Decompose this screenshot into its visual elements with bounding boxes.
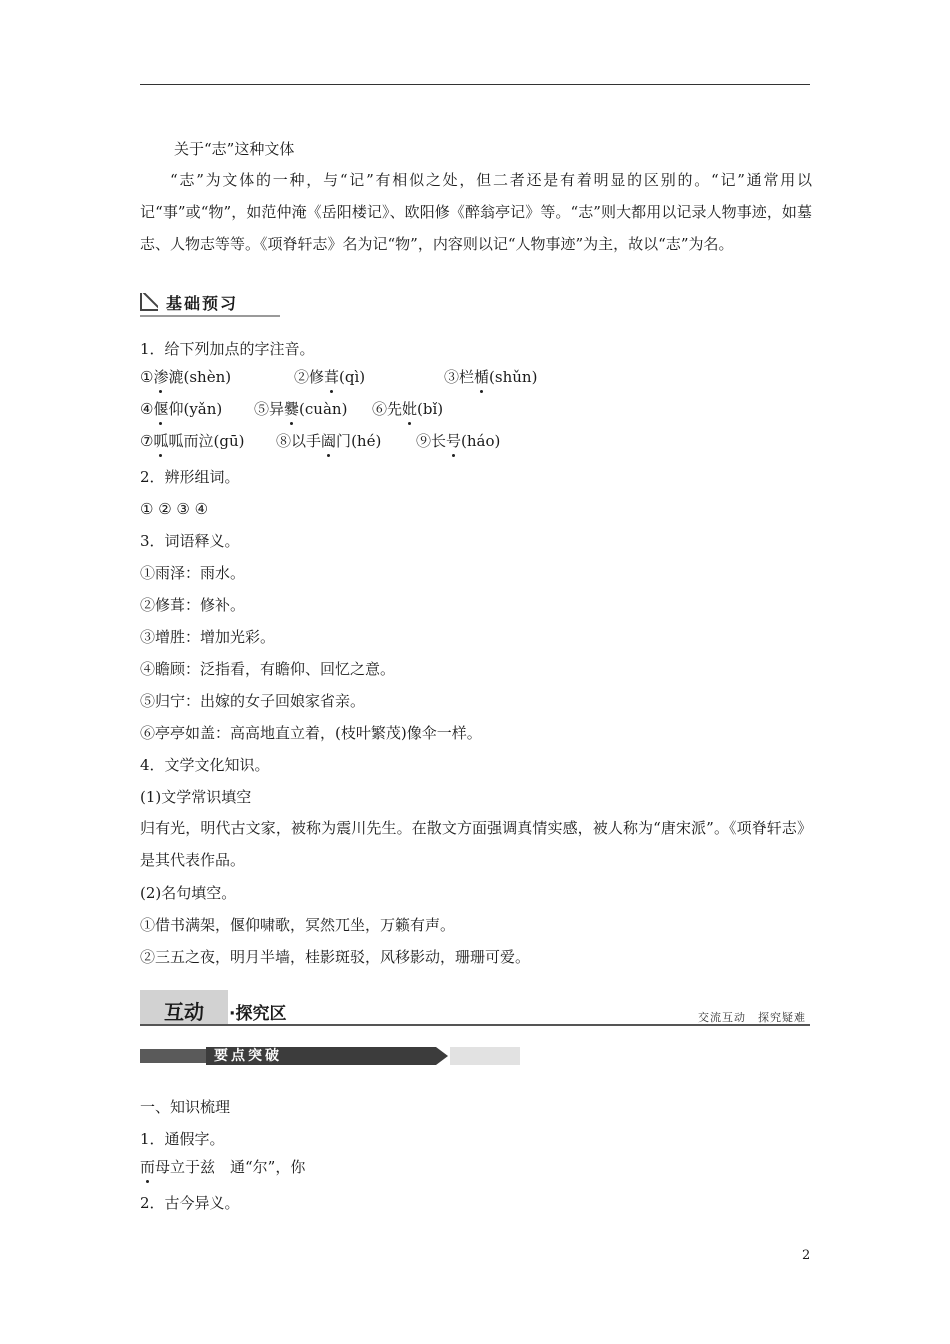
pinyin-item-pre: 先 [387,400,403,418]
pinyin-item-num: ④ [140,400,154,418]
q2-title: 2．辨形组词。 [140,468,240,486]
keypoint-banner [140,1047,520,1065]
famous-line: ①借书满架，偃仰啸歌，冥然兀坐，万籁有声。 [140,916,456,934]
pinyin-item-pin: (cuàn) [299,400,348,418]
dotted-char: 号 [446,432,462,450]
q2-line: ① ② ③ ④ [140,500,209,518]
dotted-char: 妣 [402,400,418,418]
pinyin-item-pin: (bǐ) [417,400,444,418]
pinyin-item-pin: (yǎn) [183,400,223,418]
pinyin-item-num: ⑦ [140,432,154,450]
keypoint-banner-tail [450,1047,520,1065]
q1-title: 1．给下列加点的字注音。 [140,340,315,358]
dotted-char: 楯 [474,368,490,386]
pinyin-item [140,399,222,419]
section-band-interactive [140,990,810,1028]
pinyin-item-pin: (háo) [461,432,501,450]
pinyin-item [140,367,231,387]
pinyin-item-pin: (shǔn) [489,368,538,386]
pinyin-item [276,431,381,451]
q4-subheading-1: (1)文学常识填空 [140,788,252,806]
band-subtitle: ·探究区 [229,1004,287,1024]
pinyin-item [294,367,365,387]
knowledge-heading: 一、知识梳理 [140,1098,231,1116]
pinyin-item-num: ⑤ [254,400,270,418]
q4-title: 4．文学文化知识。 [140,756,270,774]
pinyin-item-pre: 修 [309,368,325,386]
pinyin-item-pre: 以手 [291,432,322,450]
pinyin-item [140,431,244,451]
pinyin-item [416,431,500,451]
definition-item: ⑥亭亭如盖：高高地直立着，(枝叶繁茂)像伞一样。 [140,724,482,742]
header-rule [140,84,810,85]
pinyin-item-pin: (qì) [339,368,366,386]
definition-item: ③增胜：增加光彩。 [140,628,276,646]
page-number: 2 [802,1248,811,1263]
pinyin-item-pre: 异 [269,400,285,418]
band-title: 互动 [164,1000,204,1024]
pinyin-item-num: ③ [444,368,460,386]
pinyin-item-num: ② [294,368,310,386]
keypoint-text: 要点突破 [214,1048,282,1064]
tongjia-title: 1．通假字。 [140,1130,225,1148]
dotted-char: 偃 [153,400,169,418]
section-heading-preview [140,289,280,317]
dotted-char: 渗 [153,368,169,386]
pinyin-item-pin: (hé) [351,432,382,450]
pinyin-item-pin: (gū) [213,432,245,450]
tongjia-line [140,1157,812,1177]
dotted-char: 葺 [324,368,340,386]
pinyin-item-post: 呱而泣 [168,432,214,450]
pinyin-item [254,399,347,419]
dotted-char: 阖 [321,432,337,450]
dotted-char: 而 [140,1158,156,1176]
pinyin-item-post: 门 [336,432,352,450]
definition-item: ⑤归宁：出嫁的女子回娘家省亲。 [140,692,366,710]
definition-item: ②修葺：修补。 [140,596,246,614]
famous-line: ②三五之夜，明月半墙，桂影斑驳，风移影动，珊珊可爱。 [140,948,531,966]
intro-title: 关于“志”这种文体 [174,140,295,158]
tongjia-rest: 母立于兹 通“尔”，你 [155,1158,306,1176]
gujin-title: 2．古今异义。 [140,1194,240,1212]
section-heading-text: 基础预习 [166,294,239,313]
band-underline [140,1024,810,1026]
corner-arrow-icon [140,293,158,311]
pinyin-item-pre: 长 [431,432,447,450]
q4-subheading-2: (2)名句填空。 [140,884,237,902]
pinyin-item-num: ① [140,368,154,386]
pinyin-item-num: ⑥ [372,400,388,418]
band-right-caption: 交流互动 探究疑难 [698,1011,806,1024]
pinyin-item-post: 仰 [168,400,184,418]
q3-title: 3．词语释义。 [140,532,240,550]
dotted-char: 爨 [284,400,300,418]
section-heading-underline [140,315,280,317]
pinyin-item-num: ⑨ [416,432,432,450]
pinyin-item-pin: (shèn) [183,368,232,386]
pinyin-item-post: 漉 [168,368,184,386]
pinyin-item [372,399,443,419]
keypoint-banner-left [140,1049,206,1063]
pinyin-item [444,367,537,387]
intro-paragraph: “志”为文体的一种，与“记”有相似之处，但二者还是有着明显的区别的。“记”通常用以记“事”或“物”，如范仲淹《岳阳楼记》、欧阳修《醉翁亭记》等。“志”则大都用以记录人物事迹，如墓志、人物志等等。《项脊轩志》名为记“物”，内容则以记“人物事迹”为主，故以“志”为名。 [140,171,812,253]
definition-item: ①雨泽：雨水。 [140,564,246,582]
pinyin-item-pre: 栏 [459,368,475,386]
q4-paragraph: 归有光，明代古文家，被称为震川先生。在散文方面强调真情实感，被人称为“唐宋派”。《项脊轩志》是其代表作品。 [140,819,812,869]
keypoint-arrow-icon [436,1047,448,1065]
dotted-char: 呱 [153,432,169,450]
pinyin-item-num: ⑧ [276,432,292,450]
definition-item: ④瞻顾：泛指看，有瞻仰、回忆之意。 [140,660,396,678]
